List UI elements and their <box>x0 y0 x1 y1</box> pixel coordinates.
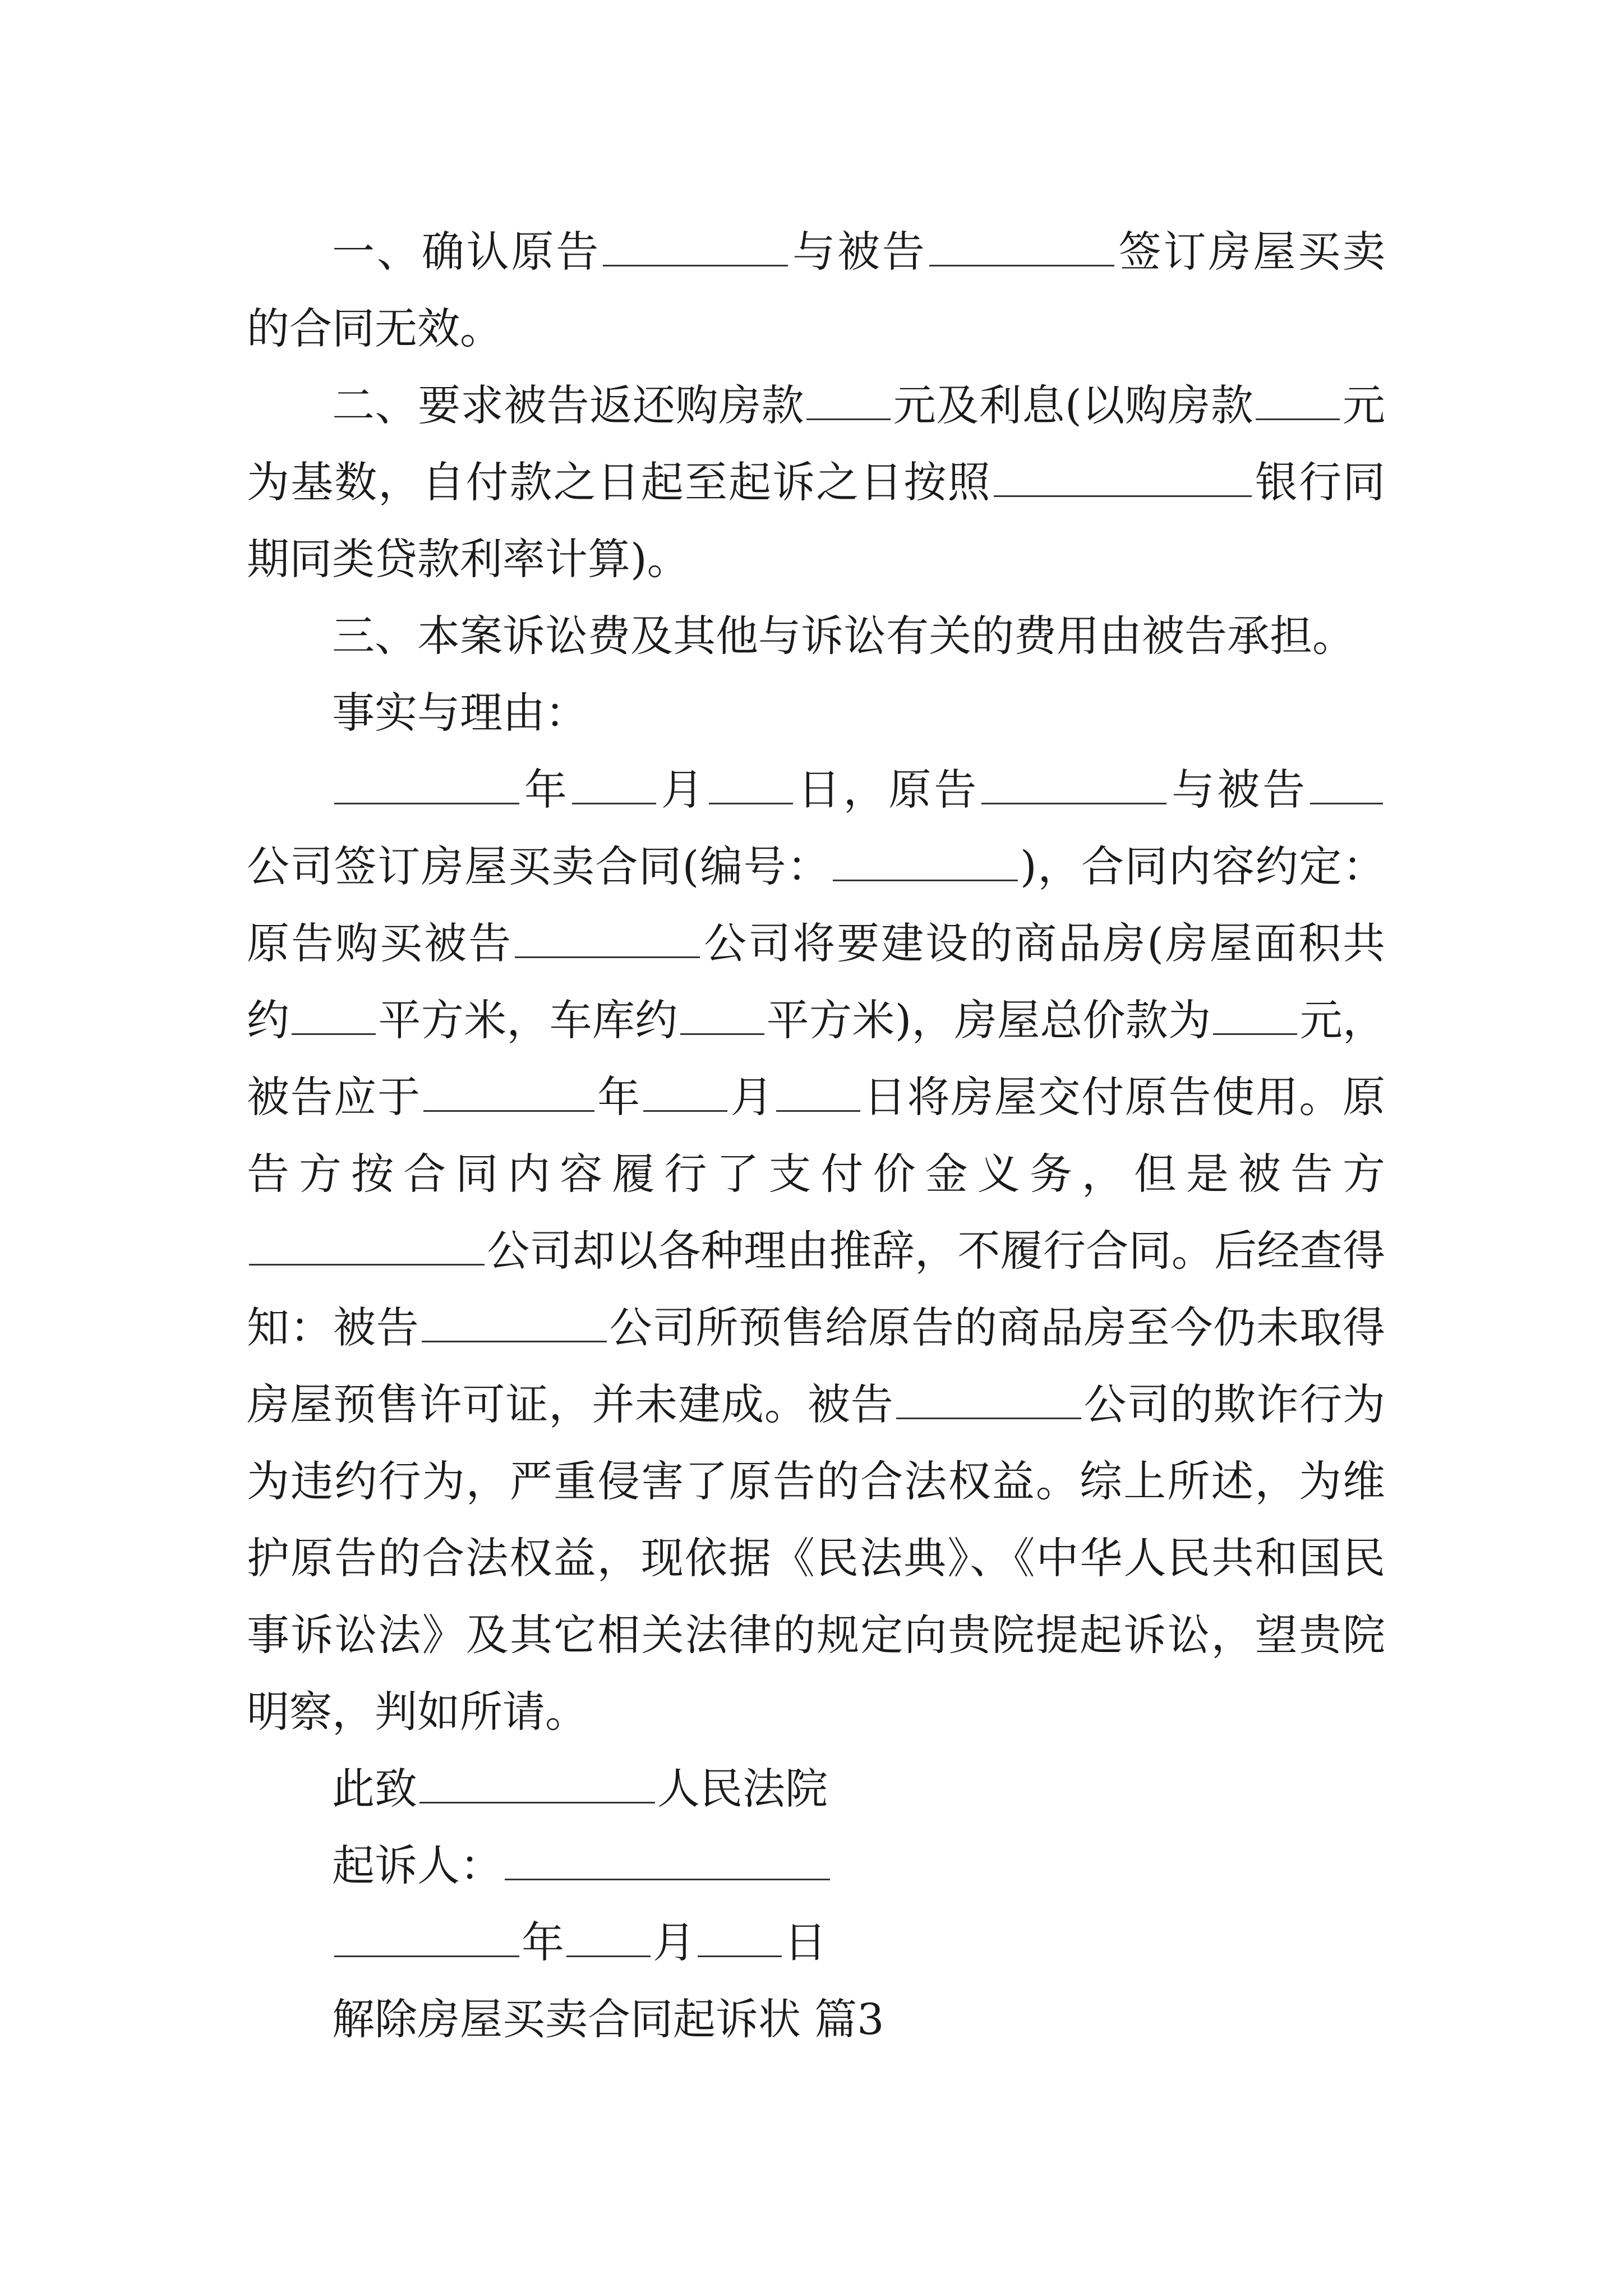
date-year-label: 年 <box>522 1917 564 1967</box>
facts-s6: )，合同内容约定：原告购买被告 <box>247 841 1385 968</box>
blank-base-amount[interactable] <box>1256 383 1340 420</box>
blank-house-area[interactable] <box>292 997 376 1035</box>
claim-1 <box>247 213 1385 367</box>
facts-s11: 年 <box>596 1072 641 1122</box>
plaintiff-signature <box>247 1827 1385 1904</box>
blank-sign-day[interactable] <box>698 1920 782 1957</box>
blank-bank[interactable] <box>994 459 1252 497</box>
facts-s7: 公司将要建设的商品房(房屋面积共约 <box>247 918 1385 1045</box>
blank-amount[interactable] <box>806 383 891 420</box>
claim-2 <box>247 367 1385 597</box>
blank-plaintiff-name[interactable] <box>981 767 1166 804</box>
claim-2-text-b: 元及利息(以购房款 <box>893 380 1254 430</box>
facts-s8: 平方米，车库约 <box>378 995 678 1045</box>
claim-1-text-c: 签订房屋买卖的合同无效。 <box>247 227 1385 353</box>
facts-s2: 月 <box>658 765 707 815</box>
facts-s14: 公司却以各种理由推辞，不履行合同。后经查得知：被告 <box>247 1226 1385 1352</box>
blank-day[interactable] <box>709 767 793 804</box>
facts-s13: 日将房屋交付原告使用。原告方按合同内容履行了支付价金义务，但是被告方 <box>247 1072 1386 1199</box>
salutation <box>247 1750 1385 1827</box>
claim-2-text-a: 二、要求被告返还购房款 <box>332 380 805 430</box>
facts-s9: 平方米)，房屋总价款为 <box>766 995 1211 1045</box>
salutation-text-a: 此致 <box>332 1764 417 1814</box>
facts-heading: 事实与理由： <box>332 688 588 738</box>
facts-s16: 公司的欺诈行为为违约行为，严重侵害了原告的合法权益。综上所述，为维护原告的合法权益，现依据《民法典》、《中华人民共和国民事诉讼法》及其它相关法律的规定向贵院提起诉讼，望贵院明察，判如所请。 <box>247 1379 1386 1737</box>
date-day-label: 日 <box>784 1917 827 1967</box>
blank-contract-number[interactable] <box>833 844 1018 881</box>
blank-defendant-name[interactable] <box>1310 767 1383 804</box>
blank-defendant[interactable] <box>929 229 1114 266</box>
blank-sign-year[interactable] <box>334 1920 519 1957</box>
blank-delivery-day[interactable] <box>776 1074 860 1112</box>
next-section-title: 解除房屋买卖合同起诉状 篇3 <box>332 1994 884 2044</box>
blank-court[interactable] <box>419 1766 655 1803</box>
blank-delivery-month[interactable] <box>643 1074 727 1112</box>
blank-plaintiff[interactable] <box>603 229 788 266</box>
blank-defendant-company-2[interactable] <box>249 1228 485 1266</box>
blank-defendant-company-4[interactable] <box>896 1382 1081 1419</box>
document-page <box>247 213 1385 2058</box>
facts-body <box>247 751 1385 1750</box>
blank-defendant-company[interactable] <box>515 921 700 958</box>
facts-s3: 日，原告 <box>795 765 980 815</box>
blank-signature[interactable] <box>505 1843 830 1880</box>
blank-year[interactable] <box>334 767 519 804</box>
facts-s12: 月 <box>729 1072 774 1122</box>
facts-s10: 元，被告应于 <box>247 995 1386 1122</box>
claim-1-text-b: 与被告 <box>790 227 927 277</box>
claim-2-text-c: 元为基数，自付款之日起至起诉之日按照 <box>247 380 1385 507</box>
facts-s1: 年 <box>522 765 570 815</box>
salutation-text-b: 人民法院 <box>657 1764 828 1814</box>
signature-date <box>247 1904 1385 1981</box>
signature-label: 起诉人： <box>332 1841 502 1890</box>
facts-s5: 公司签订房屋买卖合同(编号： <box>247 841 831 891</box>
facts-s4: 与被告 <box>1169 765 1308 815</box>
blank-delivery-year[interactable] <box>423 1074 594 1112</box>
blank-garage-area[interactable] <box>680 997 764 1035</box>
blank-total-price[interactable] <box>1213 997 1297 1035</box>
blank-sign-month[interactable] <box>566 1920 651 1957</box>
facts-s15: 公司所预售给原告的商品房至今仍未取得房屋预售许可证，并未建成。被告 <box>247 1303 1386 1429</box>
date-month-label: 月 <box>653 1917 695 1967</box>
claim-3: 三、本案诉讼费及其他与诉讼有关的费用由被告承担。 <box>332 611 1355 661</box>
claim-1-text-a: 一、确认原告 <box>332 227 601 277</box>
blank-month[interactable] <box>572 767 656 804</box>
blank-defendant-company-3[interactable] <box>422 1305 607 1342</box>
claim-2-text-d: 银行同期同类贷款利率计算)。 <box>247 457 1386 584</box>
